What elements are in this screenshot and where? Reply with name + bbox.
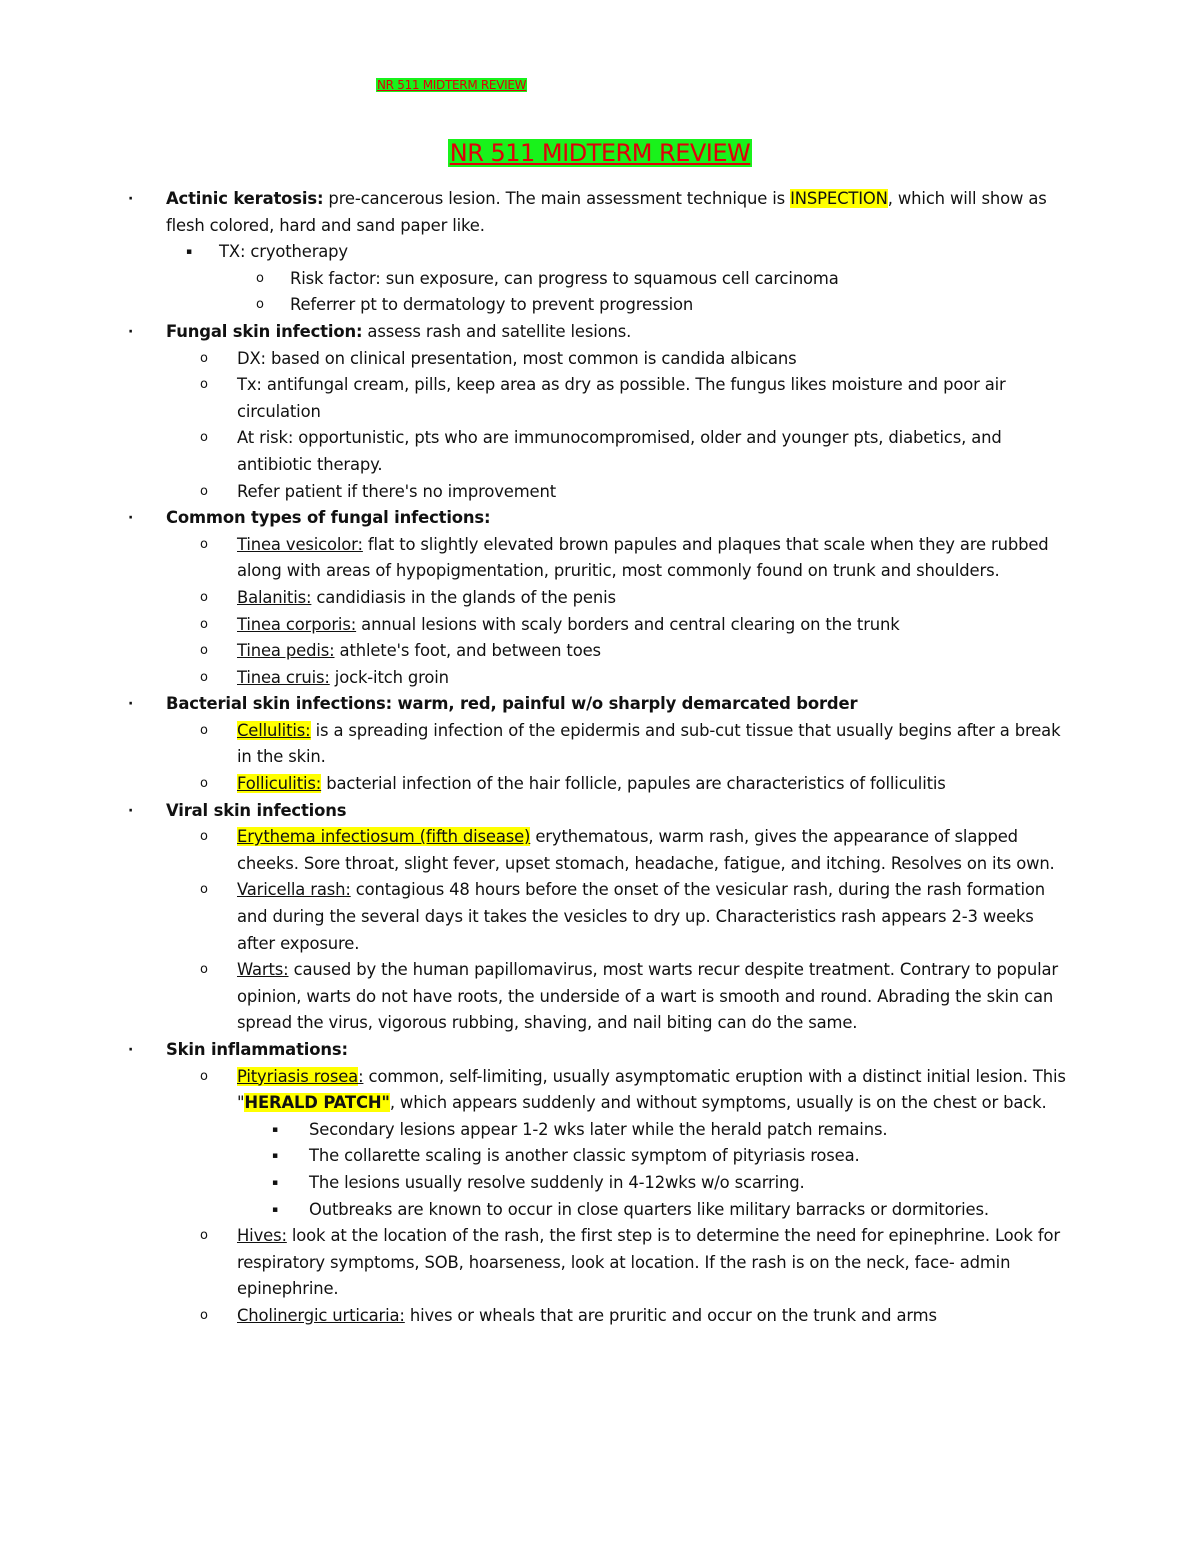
item-text: candidiasis in the glands of the penis bbox=[311, 587, 616, 607]
item-text: annual lesions with scaly borders and central clearing on the trunk bbox=[356, 614, 900, 634]
bullet-dot-icon: · bbox=[128, 510, 134, 527]
list-item bbox=[0, 425, 1200, 478]
bullet-circle-icon: o bbox=[200, 1228, 208, 1244]
bullet-circle-icon: o bbox=[200, 350, 208, 366]
item-text: flat to slightly elevated brown papules and plaques that scale when they are rubbed along with areas of hypopigmentation, pruritic, most commonly found on trunk and shoulders. bbox=[237, 534, 1049, 581]
item-text: TX: cryotherapy bbox=[219, 242, 348, 262]
item-text: DX: based on clinical presentation, most common is candida albicans bbox=[237, 348, 797, 368]
highlight-text: HERALD PATCH" bbox=[244, 1093, 390, 1113]
list-item bbox=[0, 479, 1200, 506]
list-item bbox=[0, 691, 1200, 718]
bullet-circle-icon: o bbox=[200, 882, 208, 898]
item-text: erythematous, warm rash, gives the appearance of slapped cheeks. Sore throat, slight fever, upset stomach, headache, fatigue, and itching. Resolves on its own. bbox=[237, 827, 1055, 873]
term: Folliculitis: bbox=[237, 774, 322, 794]
bullet-circle-icon: o bbox=[200, 616, 208, 632]
term: Cellulitis: bbox=[237, 720, 311, 740]
list-item bbox=[0, 718, 1200, 771]
list-item bbox=[0, 1037, 1200, 1064]
bullet-circle-icon: o bbox=[256, 270, 264, 286]
list-item bbox=[0, 372, 1200, 425]
bullet-circle-icon: o bbox=[200, 722, 208, 738]
item-text: Referrer pt to dermatology to prevent progression bbox=[290, 295, 694, 315]
term: Bacterial skin infections: warm, red, painful w/o sharply demarcated border bbox=[166, 694, 858, 714]
list-item bbox=[0, 346, 1200, 373]
term: Erythema infectiosum (fifth disease) bbox=[237, 827, 531, 847]
list-item bbox=[0, 1064, 1200, 1117]
item-text: pre-cancerous lesion. The main assessment technique is bbox=[323, 189, 791, 208]
term: Tinea vesicolor: bbox=[237, 534, 363, 554]
term: Viral skin infections bbox=[166, 800, 347, 820]
list-item bbox=[0, 319, 1200, 346]
term: Balanitis: bbox=[237, 587, 312, 607]
bullet-circle-icon: o bbox=[200, 669, 208, 685]
item-text: The lesions usually resolve suddenly in 4-12wks w/o scarring. bbox=[309, 1172, 805, 1192]
bullet-dot-icon: · bbox=[128, 802, 134, 819]
bullet-circle-icon: o bbox=[200, 829, 208, 845]
item-text: , which will show as flesh colored, hard and sand paper like. bbox=[166, 189, 1047, 235]
list-item bbox=[0, 1223, 1200, 1303]
item-text: Outbreaks are known to occur in close quarters like military barracks or dormitories. bbox=[309, 1199, 989, 1219]
list-item bbox=[0, 824, 1200, 877]
term: Varicella rash: bbox=[237, 880, 351, 900]
bullet-circle-icon: o bbox=[256, 297, 264, 313]
list-item bbox=[0, 1143, 1200, 1170]
term: Skin inflammations: bbox=[166, 1040, 348, 1059]
term-colon: : bbox=[358, 1066, 364, 1086]
term: Warts: bbox=[237, 960, 289, 980]
item-text: Tx: antifungal cream, pills, keep area as dry as possible. The fungus likes moisture and poor air circulation bbox=[237, 375, 1006, 421]
item-text: , which appears suddenly and without symptoms, usually is on the chest or back. bbox=[389, 1093, 1047, 1113]
bullet-circle-icon: o bbox=[200, 962, 208, 978]
term: Tinea pedis: bbox=[237, 641, 335, 661]
list-item bbox=[0, 585, 1200, 612]
bullet-dot-icon: · bbox=[128, 323, 134, 340]
list-item bbox=[0, 877, 1200, 957]
bullet-square-icon: ▪ bbox=[272, 1177, 278, 1188]
list-item bbox=[0, 1117, 1200, 1144]
bullet-dot-icon: · bbox=[128, 191, 134, 207]
item-text: contagious 48 hours before the onset of the vesicular rash, during the rash formation and during the several days it takes the vesicles to dry up. Characteristics rash appears 2-3 weeks after exposure. bbox=[237, 880, 1046, 953]
list-item bbox=[0, 798, 1200, 825]
term: Actinic keratosis: bbox=[166, 189, 324, 208]
item-text: common, self-limiting, usually asymptomatic eruption with a distinct initial lesion. This " bbox=[237, 1066, 1066, 1113]
highlight-text: INSPECTION bbox=[790, 189, 888, 208]
list-item bbox=[0, 612, 1200, 639]
list-item bbox=[0, 957, 1200, 1037]
item-text: At risk: opportunistic, pts who are immunocompromised, older and younger pts, diabetics, and antibiotic therapy. bbox=[237, 428, 1002, 474]
item-text: bacterial infection of the hair follicle, papules are characteristics of folliculitis bbox=[321, 774, 946, 794]
bullet-circle-icon: o bbox=[200, 536, 208, 552]
item-text: Risk factor: sun exposure, can progress to squamous cell carcinoma bbox=[290, 268, 839, 288]
bullet-dot-icon: · bbox=[128, 1042, 134, 1058]
term: Pityriasis rosea bbox=[237, 1066, 359, 1086]
bullet-square-icon: ▪ bbox=[272, 1204, 278, 1215]
item-text: The collarette scaling is another classic symptom of pityriasis rosea. bbox=[309, 1146, 860, 1166]
bullet-square-icon: ▪ bbox=[272, 1151, 278, 1162]
list-item bbox=[0, 505, 1200, 532]
list-item bbox=[0, 292, 1200, 319]
bullet-circle-icon: o bbox=[200, 430, 208, 446]
list-item bbox=[0, 638, 1200, 665]
notes-list bbox=[0, 186, 1200, 1330]
term: Cholinergic urticaria: bbox=[237, 1305, 405, 1325]
item-text: assess rash and satellite lesions. bbox=[362, 321, 632, 341]
list-item bbox=[0, 1170, 1200, 1197]
bullet-circle-icon: o bbox=[200, 776, 208, 792]
bullet-square-icon: ▪ bbox=[272, 1124, 278, 1135]
item-text: look at the location of the rash, the first step is to determine the need for epinephrine. Look for respiratory symptoms, SOB, hoarseness, look at location. If the rash is on the neck, face- admin epinephrine. bbox=[237, 1226, 1060, 1299]
term: Hives: bbox=[237, 1226, 287, 1246]
list-item bbox=[0, 239, 1200, 266]
bullet-square-icon: ▪ bbox=[186, 247, 192, 258]
item-text: Secondary lesions appear 1-2 wks later while the herald patch remains. bbox=[309, 1119, 888, 1139]
list-item bbox=[0, 1197, 1200, 1224]
term: Fungal skin infection: bbox=[166, 321, 363, 341]
list-item bbox=[0, 266, 1200, 293]
bullet-dot-icon: · bbox=[128, 696, 134, 713]
term: Common types of fungal infections: bbox=[166, 508, 491, 528]
bullet-circle-icon: o bbox=[200, 1307, 208, 1323]
term: Tinea cruis: bbox=[237, 667, 330, 687]
list-item bbox=[0, 186, 1200, 239]
bullet-circle-icon: o bbox=[200, 377, 208, 393]
running-header: NR 511 MIDTERM REVIEW bbox=[377, 78, 527, 92]
title-container bbox=[0, 136, 1200, 170]
page-title: NR 511 MIDTERM REVIEW bbox=[449, 139, 751, 167]
bullet-circle-icon: o bbox=[200, 643, 208, 659]
bullet-circle-icon: o bbox=[200, 589, 208, 605]
item-text: athlete's foot, and between toes bbox=[334, 641, 601, 661]
list-item bbox=[0, 665, 1200, 692]
item-text: hives or wheals that are pruritic and occur on the trunk and arms bbox=[404, 1305, 937, 1325]
item-text: is a spreading infection of the epidermis and sub-cut tissue that usually begins after a break in the skin. bbox=[237, 720, 1061, 767]
item-text: Refer patient if there's no improvement bbox=[237, 481, 556, 501]
item-text: jock-itch groin bbox=[329, 667, 449, 687]
bullet-circle-icon: o bbox=[200, 1068, 208, 1084]
bullet-circle-icon: o bbox=[200, 483, 208, 499]
list-item bbox=[0, 1303, 1200, 1330]
item-text: caused by the human papillomavirus, most warts recur despite treatment. Contrary to popular opinion, warts do not have roots, the underside of a wart is smooth and round. Abrading the skin can spread the virus, vigorous rubbing, shaving, and nail biting can do the same. bbox=[237, 960, 1058, 1033]
list-item bbox=[0, 771, 1200, 798]
list-item bbox=[0, 532, 1200, 585]
term: Tinea corporis: bbox=[237, 614, 357, 634]
